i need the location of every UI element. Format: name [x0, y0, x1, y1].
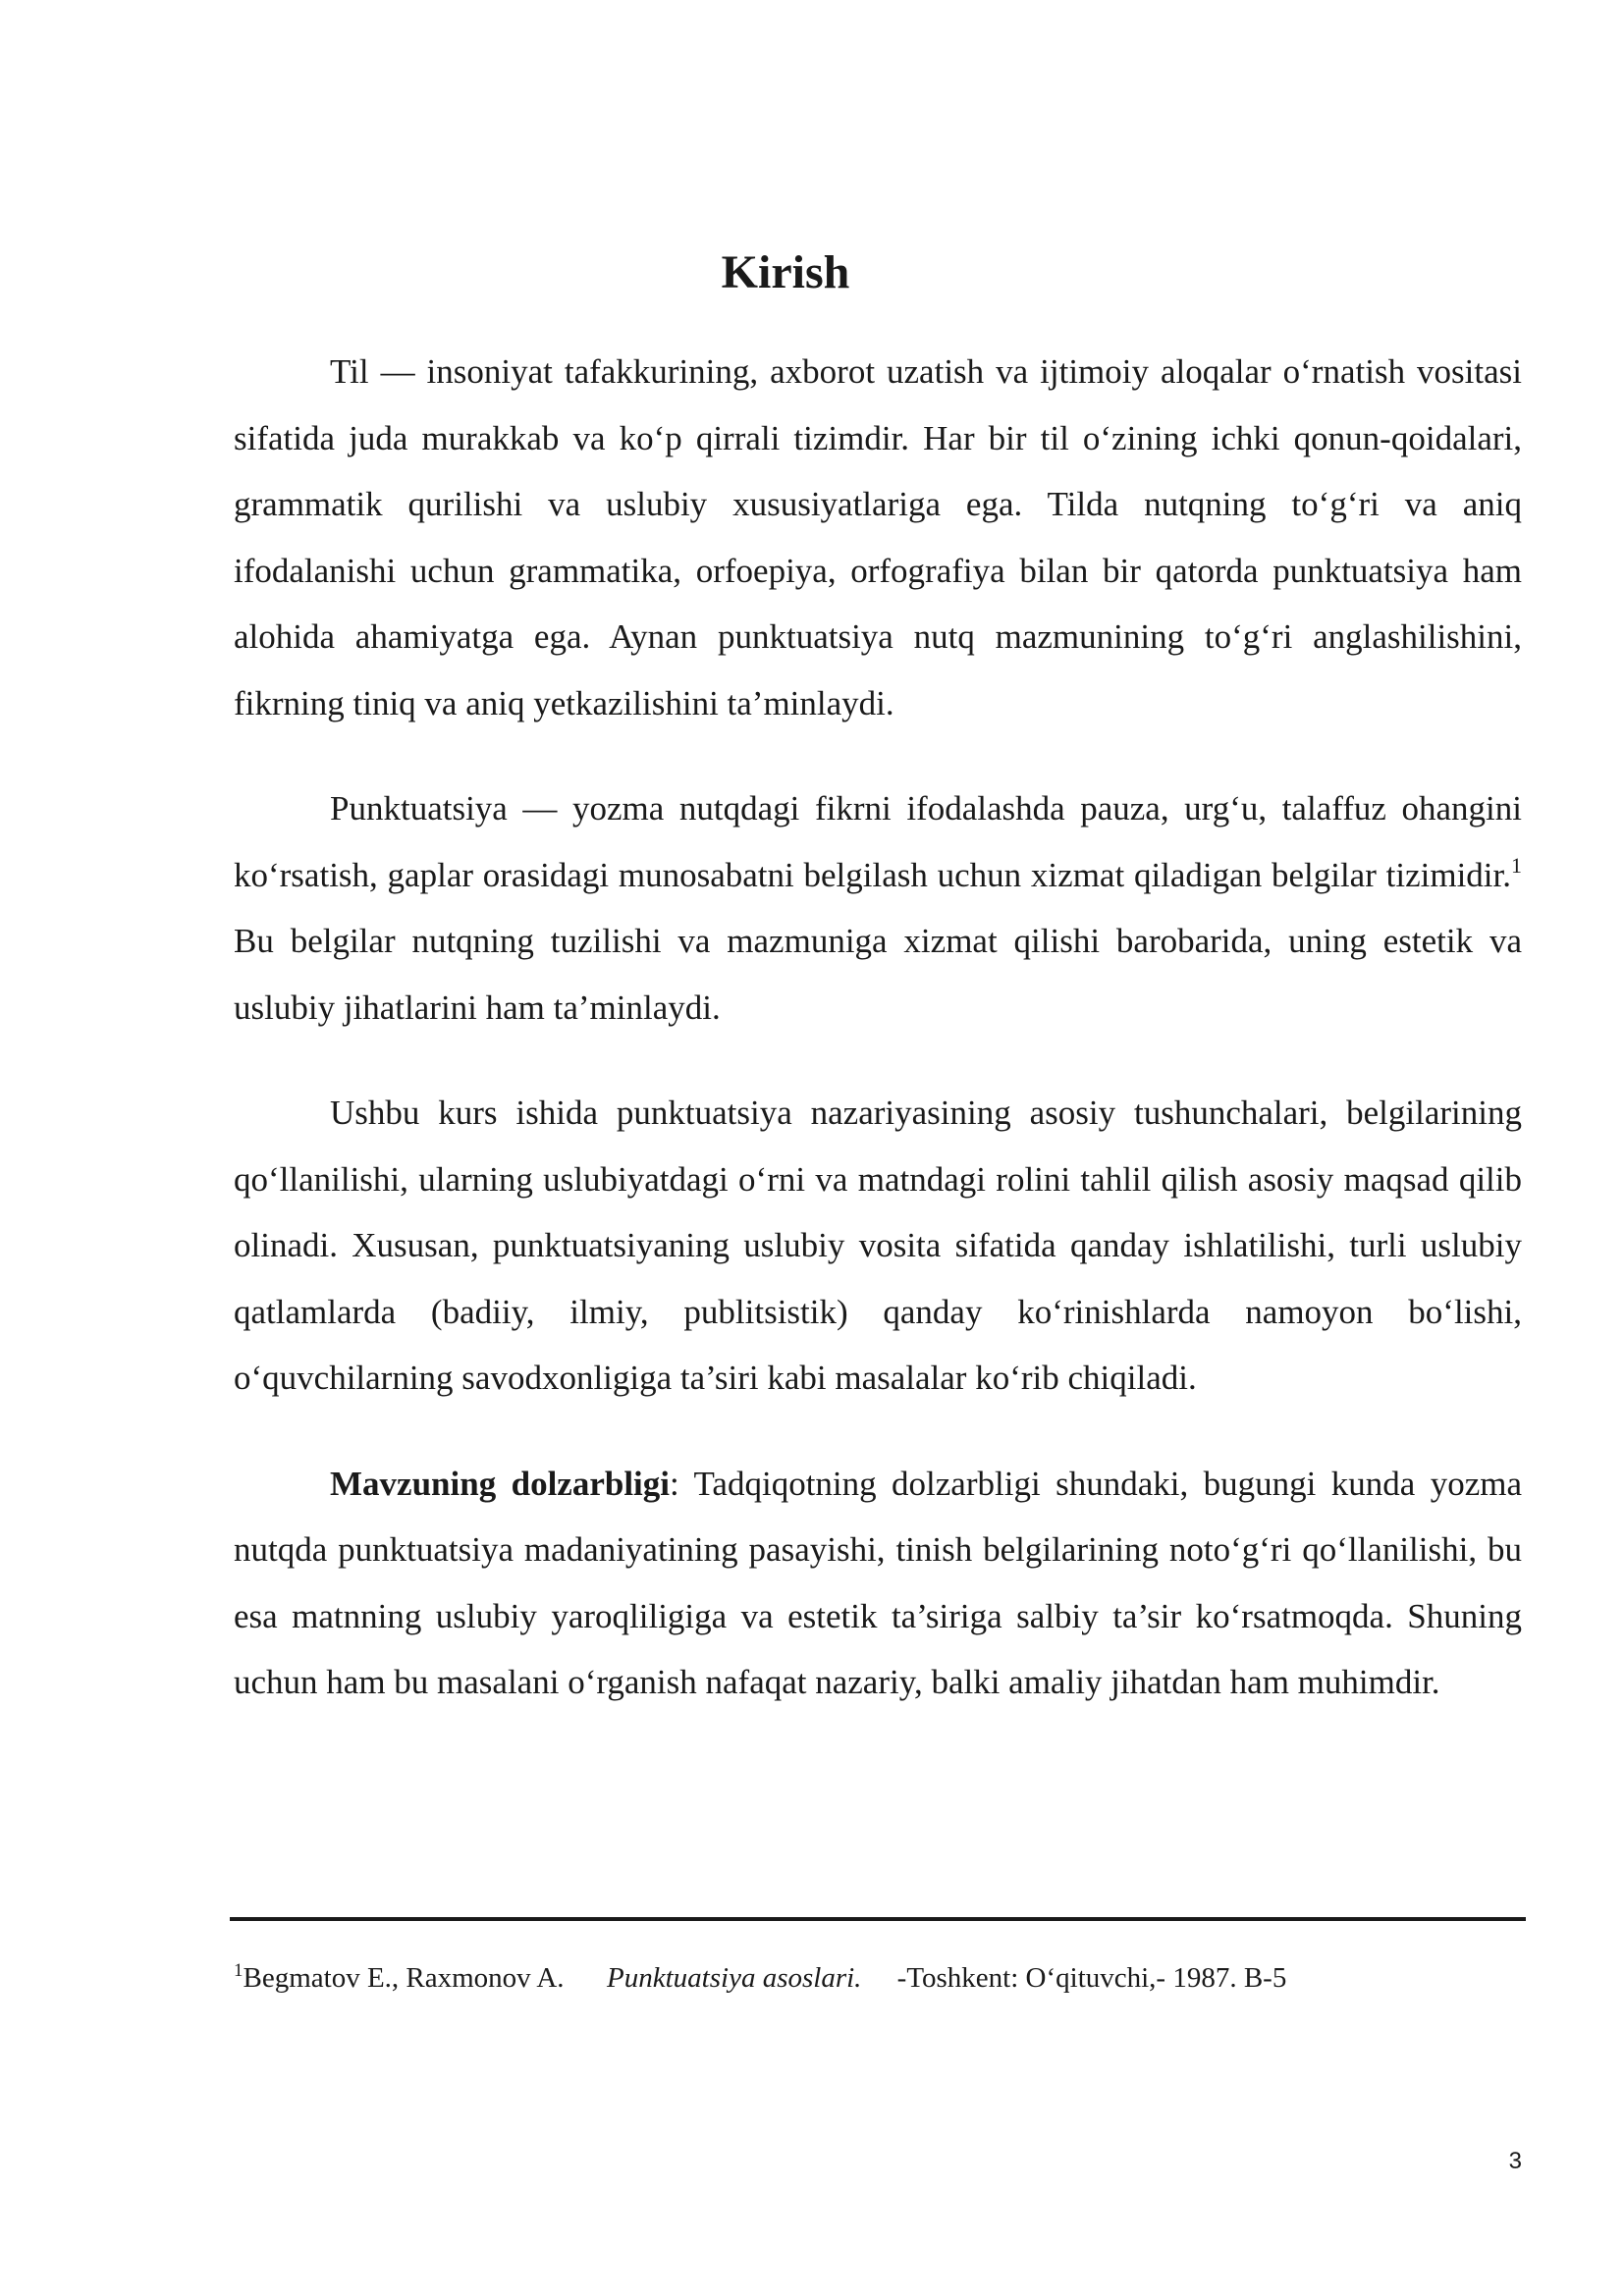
footnote-publisher: -Toshkent: O‘qituvchi,- 1987. B-5	[896, 1962, 1287, 1994]
paragraph-1: Til — insoniyat tafakkurining, axborot uzatish va ijtimoiy aloqalar o‘rnatish vositasi sifatida juda murakkab va ko‘p qirrali tizimdir. Har bir til o‘zining ichki qonun-qoidalari, grammatik qurilishi va uslubiy xususiyatlariga ega. Tilda nutqning to‘g‘ri va aniq ifodalanishi uchun grammatika, orfoepiya, orfografiya bilan bir qatorda punktuatsiya ham alohida ahamiyatga ega. Aynan punktuatsiya nutq mazmunining to‘g‘ri anglashilishini, fikrning tiniq va aniq yetkazilishini ta’minlaydi.	[234, 352, 1522, 722]
page-number: 3	[1508, 2148, 1522, 2174]
paragraph-4-text: : Tadqiqotning dolzarbligi shundaki, bugungi kunda yozma nutqda punktuatsiya madaniyatining pasayishi, tinish belgilarining noto‘g‘ri qo‘llanilishi, bu esa matnning uslubiy yaroqliligiga va estetik ta’siriga salbiy ta’sir ko‘rsatmoqda. Shuning uchun ham bu masalani o‘rganish nafaqat nazariy, balki amaliy jihatdan ham muhimdir.	[234, 1464, 1522, 1701]
paragraph-3: Ushbu kurs ishida punktuatsiya nazariyasining asosiy tushunchalari, belgilarining qo‘llanilishi, ularning uslubiyatdagi o‘rni va matndagi rolini tahlil qilish asosiy maqsad qilib olinadi. Xususan, punktuatsiyaning uslubiy vosita sifatida qanday ishlatilishi, turli uslubiy qatlamlarda (badiiy, ilmiy, publitsistik) qanday ko‘rinishlarda namoyon bo‘lishi, o‘quvchilarning savodxonligiga ta’siri kabi masalalar ko‘rib chiqiladi.	[234, 1094, 1522, 1397]
footnote-separator	[230, 1917, 1526, 1921]
footnote	[234, 1958, 1522, 1998]
page-title: Kirish	[721, 246, 850, 298]
footnote-book-title: Punktuatsiya asoslari.	[607, 1962, 862, 1994]
footnote-authors: Begmatov E., Raxmonov A.	[243, 1962, 565, 1994]
paragraph-4	[234, 1451, 1522, 1716]
paragraph-2-text-start: Punktuatsiya — yozma nutqdagi fikrni ifodalashda pauza, urg‘u, talaffuz ohangini ko‘rsatish, gaplar orasidagi munosabatni belgilash uchun xizmat qiladigan belgilar tizimidir.	[234, 789, 1522, 894]
paragraph-4-bold-lead: Mavzuning dolzarbligi	[330, 1464, 670, 1503]
paragraph-2-text-end: Bu belgilar nutqning tuzilishi va mazmuniga xizmat qilishi barobarida, uning estetik va uslubiy jihatlarini ham ta’minlaydi.	[234, 922, 1522, 1027]
footnote-reference[interactable]: 1	[1511, 852, 1522, 878]
body-text	[234, 339, 1522, 1716]
paragraph-2	[234, 775, 1522, 1041]
footnote-mark: 1	[234, 1960, 244, 1981]
